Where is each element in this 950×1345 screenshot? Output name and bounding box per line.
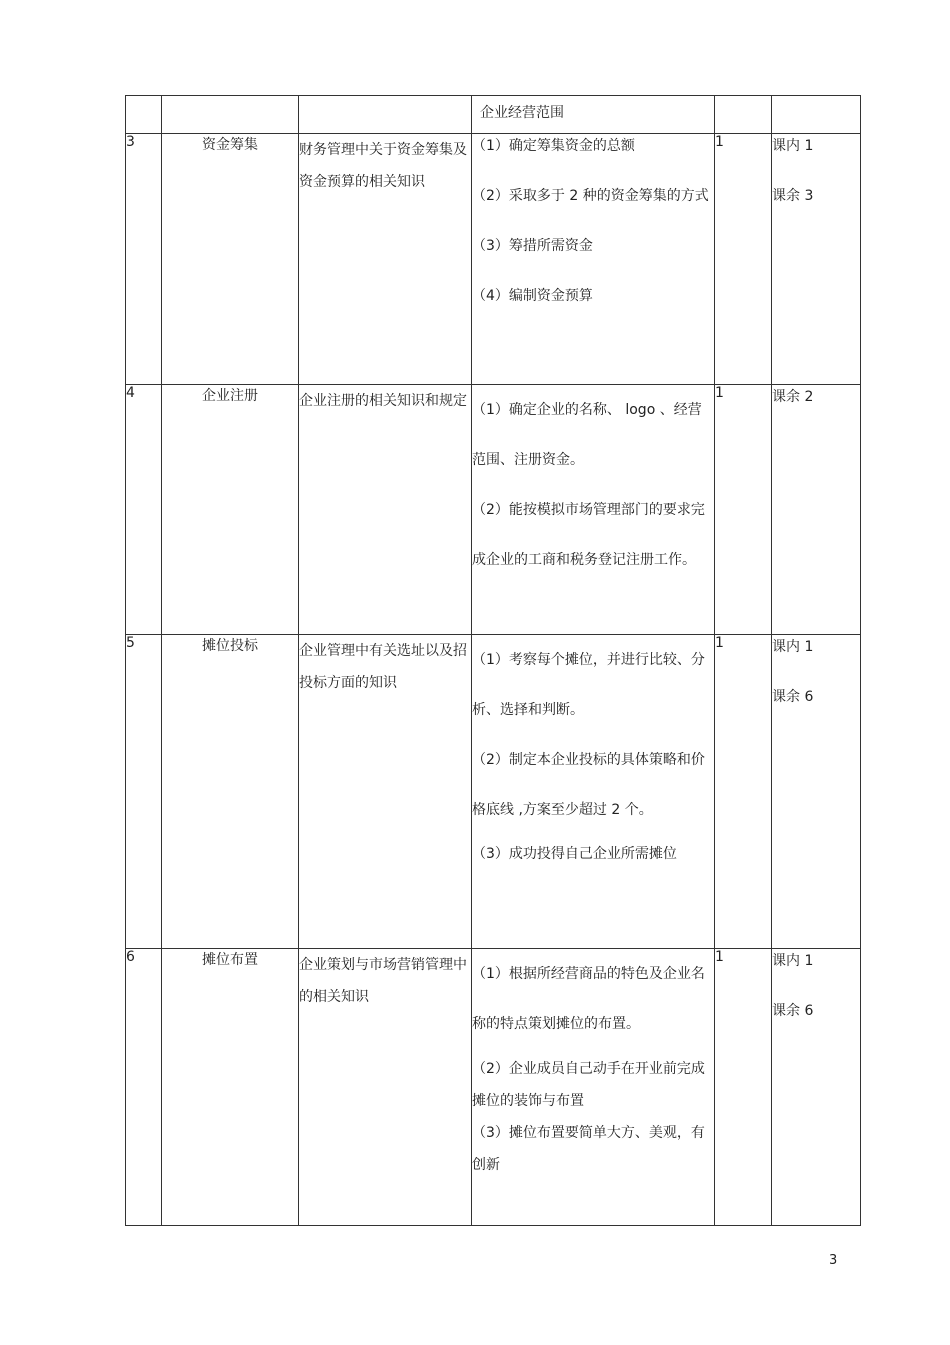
step-text: （1）确定筹集资金的总额 [472, 138, 635, 154]
cell-empty [772, 96, 861, 134]
step-text: （1）确定企业的名称、 logo 、经营范围、注册资金。 [472, 402, 702, 468]
step-text: （3）筹措所需资金 [472, 238, 593, 254]
cell-steps [472, 635, 715, 949]
cell-empty [299, 96, 472, 134]
table-row-continued [126, 96, 861, 134]
step-text: （3）摊位布置要简单大方、美观，有创新 [472, 1125, 705, 1173]
step-text: （2）制定本企业投标的具体策略和价格底线 ,方案至少超过 2 个。 [472, 752, 705, 818]
time-text: 课余 6 [772, 1003, 814, 1019]
cell-hours: 1 [715, 134, 772, 385]
step-text: （2）采取多于 2 种的资金筹集的方式 [472, 188, 709, 204]
table-row [126, 385, 861, 635]
step-text: （3）成功投得自己企业所需摊位 [472, 846, 677, 862]
step-text: （2）企业成员自己动手在开业前完成摊位的装饰与布置 [472, 1061, 705, 1109]
cell-steps [472, 385, 715, 635]
cell-number: 4 [126, 385, 162, 635]
step-text: （4）编制资金预算 [472, 288, 593, 304]
cell-knowledge: 企业策划与市场营销管理中的相关知识 [299, 949, 472, 1226]
cell-knowledge: 企业管理中有关选址以及招投标方面的知识 [299, 635, 472, 949]
time-text: 课余 6 [772, 689, 814, 705]
step-text: （2）能按模拟市场管理部门的要求完成企业的工商和税务登记注册工作。 [472, 502, 705, 568]
cell-number: 6 [126, 949, 162, 1226]
cell-knowledge: 财务管理中关于资金筹集及资金预算的相关知识 [299, 134, 472, 385]
cell-empty [715, 96, 772, 134]
time-text: 课内 1 [772, 953, 814, 969]
step-text: （1）根据所经营商品的特色及企业名称的特点策划摊位的布置。 [472, 966, 705, 1032]
cell-number: 5 [126, 635, 162, 949]
time-text: 课余 2 [772, 389, 814, 405]
cell-steps [472, 134, 715, 385]
cell-times [772, 635, 861, 949]
cell-task-name: 企业注册 [162, 385, 299, 635]
time-text: 课内 1 [772, 138, 814, 154]
time-text: 课余 3 [772, 188, 814, 204]
cell-times [772, 134, 861, 385]
cell-hours: 1 [715, 949, 772, 1226]
cell-continued-steps: 企业经营范围 [472, 96, 715, 134]
table-row [126, 635, 861, 949]
cell-hours: 1 [715, 635, 772, 949]
cell-number: 3 [126, 134, 162, 385]
cell-knowledge: 企业注册的相关知识和规定 [299, 385, 472, 635]
table-row [126, 134, 861, 385]
cell-times [772, 385, 861, 635]
cell-task-name: 摊位布置 [162, 949, 299, 1226]
table-row [126, 949, 861, 1226]
step-text: （1）考察每个摊位，并进行比较、分析、选择和判断。 [472, 652, 705, 718]
cell-task-name: 摊位投标 [162, 635, 299, 949]
time-text: 课内 1 [772, 639, 814, 655]
page-number: 3 [829, 1253, 838, 1268]
cell-empty [162, 96, 299, 134]
cell-hours: 1 [715, 385, 772, 635]
cell-steps [472, 949, 715, 1226]
course-table [125, 95, 861, 1226]
cell-empty [126, 96, 162, 134]
cell-task-name: 资金筹集 [162, 134, 299, 385]
cell-times [772, 949, 861, 1226]
